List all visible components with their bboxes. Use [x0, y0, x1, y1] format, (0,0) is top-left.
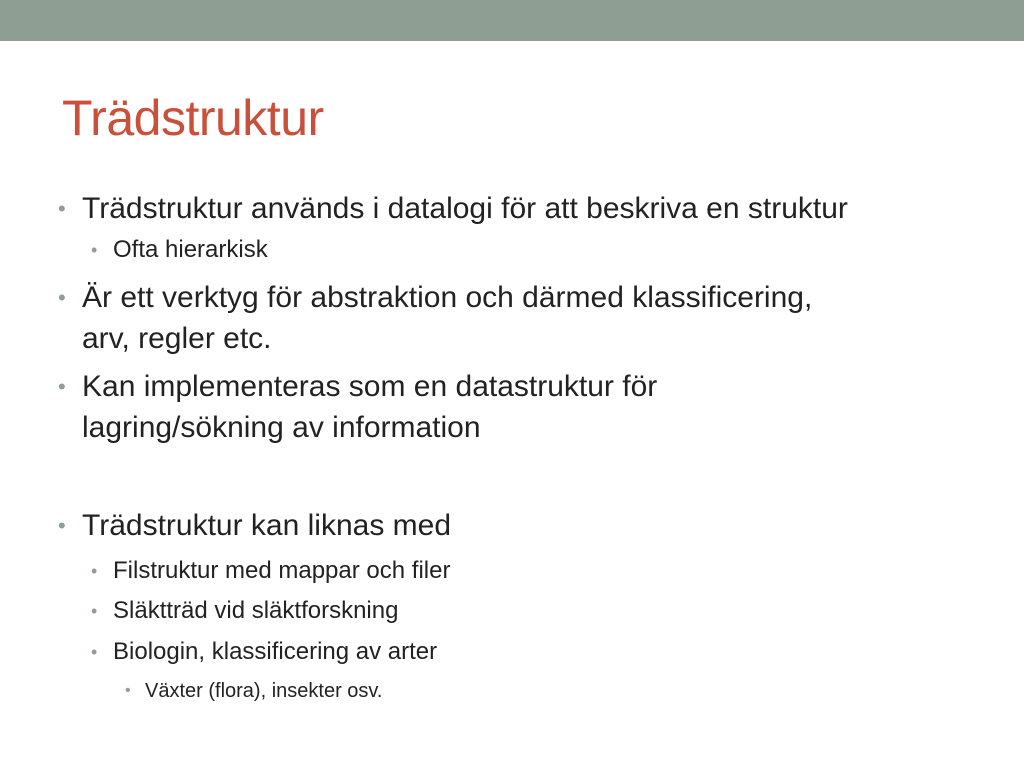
- bullet-marker: •: [58, 196, 66, 221]
- bullet-item: [58, 277, 813, 359]
- sub-bullet-item: [91, 556, 451, 586]
- sub-sub-bullet-item: [125, 678, 383, 704]
- bullet-marker: •: [91, 601, 98, 621]
- bullet-item: [58, 188, 848, 229]
- bullet-marker: •: [58, 374, 66, 399]
- bullet-text-line: Filstruktur med mappar och filer: [113, 557, 451, 584]
- bullet-marker: •: [58, 513, 66, 538]
- sub-bullet-item: [91, 235, 268, 265]
- sub-bullet-item: [91, 637, 438, 667]
- bullet-text-line: Trädstruktur kan liknas med: [82, 509, 452, 542]
- bullet-text-line: Ofta hierarkisk: [113, 236, 268, 263]
- bullet-marker: •: [125, 682, 131, 699]
- bullet-item: [58, 505, 452, 546]
- bullet-text-line: lagring/sökning av information: [82, 411, 481, 444]
- bullet-text-line: arv, regler etc.: [82, 322, 272, 355]
- bullet-marker: •: [91, 642, 98, 662]
- bullet-marker: •: [91, 240, 98, 260]
- slide-title: Trädstruktur: [62, 90, 324, 146]
- bullet-text-line: Kan implementeras som en datastruktur för: [82, 370, 658, 403]
- bullet-text-line: Växter (flora), insekter osv.: [145, 680, 383, 702]
- sub-bullet-item: [91, 596, 399, 626]
- bullet-text-line: Biologin, klassificering av arter: [113, 638, 438, 665]
- bullet-marker: •: [58, 285, 66, 310]
- bullet-text-line: Är ett verktyg för abstraktion och därmed klassificering,: [82, 281, 813, 314]
- bullet-item: [58, 366, 658, 448]
- bullet-text-line: Släktträd vid släktforskning: [113, 597, 399, 624]
- bullet-marker: •: [91, 561, 98, 581]
- bullet-text-line: Trädstruktur används i datalogi för att beskriva en struktur: [82, 192, 848, 225]
